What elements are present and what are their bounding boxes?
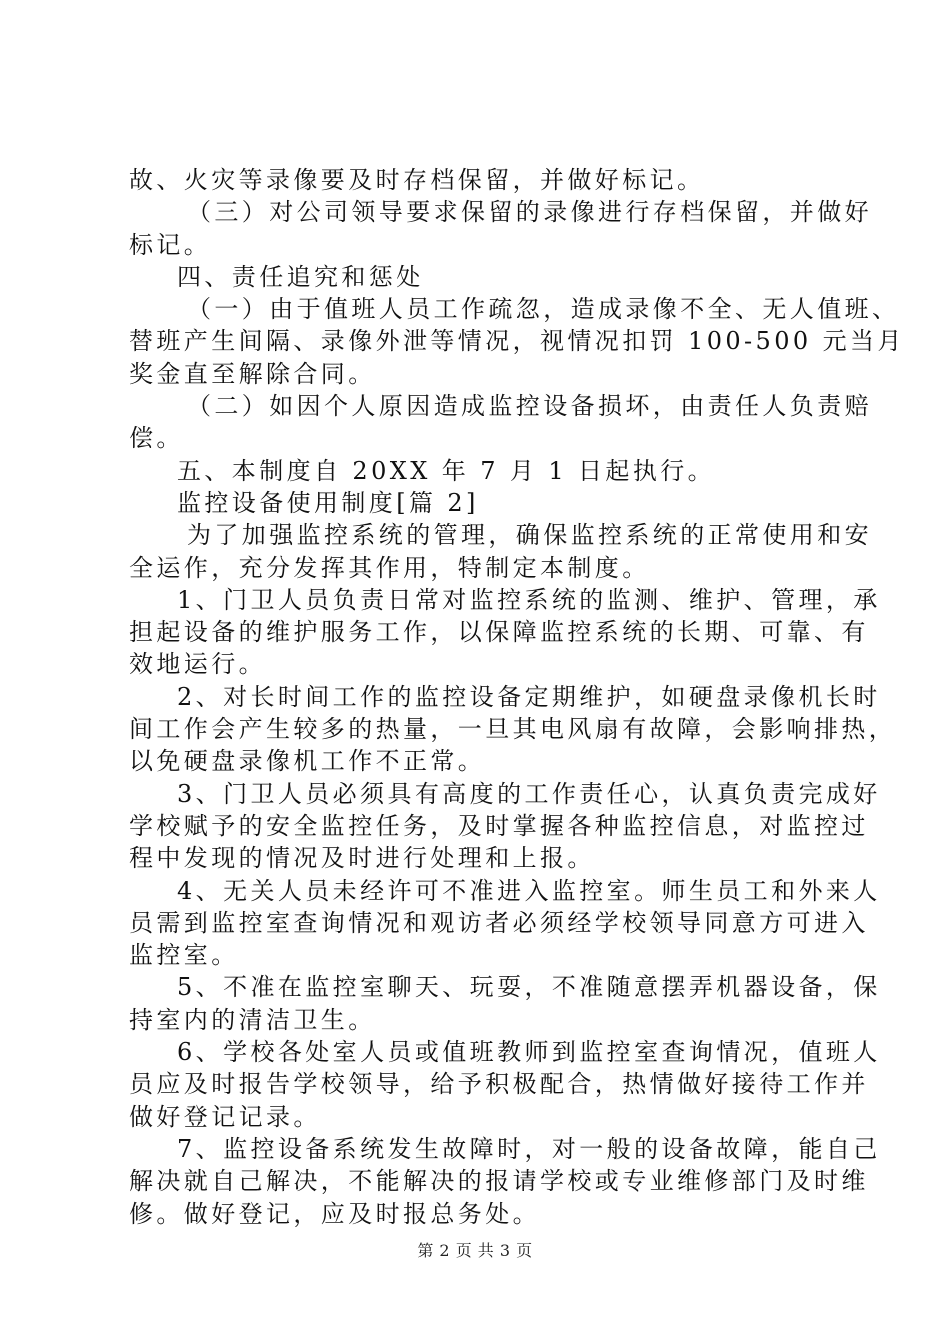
text-line: 替班产生间隔、录像外泄等情况，视情况扣罚 100-500 元当月 <box>129 327 905 356</box>
text-line: （二）如因个人原因造成监控设备损坏，由责任人负责赔 <box>187 392 872 421</box>
text-line: 3、门卫人员必须具有高度的工作责任心，认真负责完成好 <box>177 779 881 808</box>
text-line: 担起设备的维护服务工作，以保障监控系统的长期、可靠、有 <box>129 618 869 647</box>
section-heading: 五、本制度自 20XX 年 7 月 1 日起执行。 <box>177 456 716 485</box>
text-line: 6、学校各处室人员或值班教师到监控室查询情况，值班人 <box>177 1038 881 1067</box>
text-line: 员应及时报告学校领导，给予积极配合，热情做好接待工作并 <box>129 1070 869 1099</box>
text-line: （三）对公司领导要求保留的录像进行存档保留，并做好 <box>187 198 872 227</box>
text-line: 7、监控设备系统发生故障时，对一般的设备故障，能自己 <box>177 1134 881 1163</box>
text-line: 持室内的清洁卫生。 <box>129 1005 376 1034</box>
text-line: 故、火灾等录像要及时存档保留，并做好标记。 <box>129 166 705 194</box>
text-line: 修。做好登记，应及时报总务处。 <box>129 1199 540 1228</box>
text-line: （一）由于值班人员工作疏忽，造成录像不全、无人值班、 <box>187 295 900 324</box>
text-line: 1、门卫人员负责日常对监控系统的监测、维护、管理，承 <box>177 585 881 614</box>
text-line: 偿。 <box>129 424 184 453</box>
page-footer: 第 2 页 共 3 页 <box>417 1241 533 1260</box>
text-line: 2、对长时间工作的监控设备定期维护，如硬盘录像机长时 <box>177 682 881 711</box>
text-line: 全运作，充分发挥其作用，特制定本制度。 <box>129 553 650 582</box>
text-line: 程中发现的情况及时进行处理和上报。 <box>129 844 595 873</box>
text-line: 间工作会产生较多的热量，一旦其电风扇有故障，会影响排热， <box>129 715 897 744</box>
text-line: 效地运行。 <box>129 650 266 679</box>
text-line: 员需到监控室查询情况和观访者必须经学校领导同意方可进入 <box>129 908 869 937</box>
text-line: 4、无关人员未经许可不准进入监控室。师生员工和外来人 <box>177 876 881 905</box>
text-line: 为了加强监控系统的管理，确保监控系统的正常使用和安 <box>187 521 872 550</box>
text-line: 标记。 <box>129 230 212 259</box>
text-line: 监控室。 <box>129 941 239 970</box>
section-title: 监控设备使用制度[篇 2] <box>177 488 479 517</box>
text-line: 奖金直至解除合同。 <box>129 359 376 388</box>
text-line: 解决就自己解决，不能解决的报请学校或专业维修部门及时维 <box>129 1167 869 1196</box>
text-line: 做好登记记录。 <box>129 1102 321 1131</box>
text-line: 学校赋予的安全监控任务，及时掌握各种监控信息，对监控过 <box>129 811 869 840</box>
section-heading: 四、责任追究和惩处 <box>177 262 424 291</box>
document-body <box>129 164 905 1230</box>
text-line: 5、不准在监控室聊天、玩耍，不准随意摆弄机器设备，保 <box>177 973 881 1002</box>
text-line: 以免硬盘录像机工作不正常。 <box>129 747 486 776</box>
